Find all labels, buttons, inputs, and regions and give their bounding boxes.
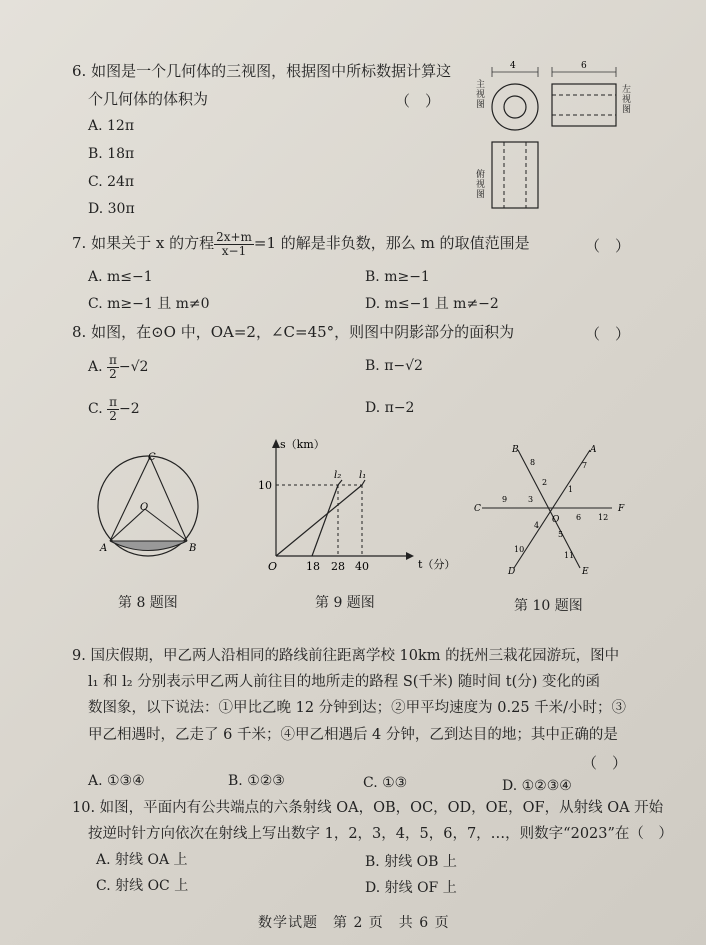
q9-x-tick-18: 18 bbox=[306, 560, 320, 573]
q8-point-c: C bbox=[148, 452, 156, 463]
q7-stem-prefix: 7. 如果关于 x 的方程 bbox=[72, 234, 215, 253]
q8-option-c-den: 2 bbox=[109, 408, 117, 423]
q9-option-b: B. ①②③ bbox=[228, 773, 285, 789]
q6-option-b: B. 18π bbox=[88, 146, 135, 162]
q8-stem: 8. 如图，在⊙O 中，OA=2，∠C=45°，则图中阴影部分的面积为 bbox=[72, 323, 515, 341]
q9-y-axis-label: s（km） bbox=[280, 438, 325, 451]
q10-stem-line1: 10. 如图，平面内有公共端点的六条射线 OA，OB，OC，OD，OE，OF，从射线 OA 开始 bbox=[72, 800, 664, 816]
q6-dim-left: 6 bbox=[581, 61, 587, 71]
q9-option-c: C. ①③ bbox=[363, 775, 408, 791]
q10-caption: 第 10 题图 bbox=[514, 598, 583, 614]
q10-num-1: 1 bbox=[568, 485, 574, 494]
q10-num-11: 11 bbox=[564, 551, 575, 560]
q9-y-tick-10: 10 bbox=[258, 479, 272, 492]
q10-ray-d: D bbox=[508, 567, 516, 577]
q7-option-c: C. m≥−1 且 m≠0 bbox=[88, 296, 210, 312]
q10-num-5: 5 bbox=[558, 530, 564, 539]
q8-option-a-num: π bbox=[109, 353, 117, 367]
q8-option-c bbox=[88, 396, 140, 422]
q9-x-axis-label: t（分） bbox=[418, 558, 456, 571]
q10-num-10: 10 bbox=[514, 545, 525, 554]
q7-option-a: A. m≤−1 bbox=[88, 269, 153, 285]
q10-option-c: C. 射线 OC 上 bbox=[96, 878, 189, 894]
q9-x-tick-28: 28 bbox=[331, 560, 345, 573]
q9-stem-line2: l₁ 和 l₂ 分别表示甲乙两人前往目的地所走的路程 S(千米) 随时间 t(分) 变化的函 bbox=[88, 674, 601, 690]
q10-num-2: 2 bbox=[542, 478, 548, 487]
q10-option-a: A. 射线 OA 上 bbox=[96, 852, 188, 868]
q8-answer-paren: （ ） bbox=[585, 325, 631, 343]
q10-num-4: 4 bbox=[534, 521, 540, 530]
q9-option-d: D. ①②③④ bbox=[502, 778, 572, 794]
q8-caption: 第 8 题图 bbox=[118, 595, 178, 611]
q7-option-b: B. m≥−1 bbox=[365, 269, 430, 285]
q6-top-view-label: 俯视图 bbox=[476, 170, 486, 200]
q8-option-c-suffix: −2 bbox=[119, 401, 140, 418]
q7-frac-num: 2x+m bbox=[216, 230, 252, 244]
q10-rays-figure bbox=[472, 440, 642, 580]
q7-stem bbox=[72, 231, 530, 257]
q8-option-a-frac bbox=[107, 354, 119, 380]
q10-ray-b: B bbox=[512, 445, 519, 455]
q6-option-c: C. 24π bbox=[88, 174, 135, 190]
q10-num-9: 9 bbox=[502, 495, 508, 504]
q8-option-a-den: 2 bbox=[109, 366, 117, 381]
q8-option-c-num: π bbox=[109, 395, 118, 409]
q10-num-7: 7 bbox=[582, 461, 588, 470]
q10-num-3: 3 bbox=[528, 495, 534, 504]
q6-stem-line2: 个几何体的体积为 bbox=[88, 90, 209, 108]
q10-ray-a: A bbox=[590, 445, 597, 455]
q6-stem-line1: 6. 如图是一个几何体的三视图，根据图中所标数据计算这 bbox=[72, 62, 452, 80]
q9-stem-line1: 9. 国庆假期，甲乙两人沿相同的路线前往距离学校 10km 的抚州三栽花园游玩，图中 bbox=[72, 648, 620, 664]
q7-option-d: D. m≤−1 且 m≠−2 bbox=[365, 296, 499, 312]
q6-answer-paren: （ ） bbox=[395, 92, 441, 110]
q9-x-tick-40: 40 bbox=[355, 560, 369, 573]
q9-stem-line3: 数图象，以下说法：①甲比乙晚 12 分钟到达；②甲平均速度为 0.25 千米/小时；③ bbox=[88, 700, 627, 716]
q6-left-view-label: 左视图 bbox=[622, 85, 632, 115]
q10-center-o: O bbox=[552, 515, 560, 525]
q6-front-view-label: 主视图 bbox=[476, 80, 486, 110]
q8-option-a bbox=[88, 354, 148, 380]
q10-ray-c: C bbox=[474, 504, 481, 514]
q10-option-d: D. 射线 OF 上 bbox=[365, 880, 457, 896]
q10-num-12: 12 bbox=[598, 513, 609, 522]
q8-point-o: O bbox=[140, 502, 149, 513]
q9-line-l1-label: l₁ bbox=[359, 470, 367, 481]
q7-answer-paren: （ ） bbox=[585, 237, 631, 255]
q9-graph-figure bbox=[256, 436, 456, 582]
q6-option-a: A. 12π bbox=[88, 118, 135, 134]
q7-fraction bbox=[214, 231, 254, 257]
page-footer: 数学试题 第 2 页 共 6 页 bbox=[258, 915, 450, 931]
q8-option-d: D. π−2 bbox=[365, 400, 415, 416]
q8-option-a-suffix: −√2 bbox=[118, 359, 149, 376]
q7-frac-den: x−1 bbox=[221, 243, 247, 258]
q10-num-8: 8 bbox=[530, 458, 536, 467]
q9-stem-line4: 甲乙相遇时，乙走了 6 千米；④甲乙相遇后 4 分钟，乙到达目的地；其中正确的是 bbox=[88, 727, 618, 743]
q8-option-c-prefix: C. bbox=[88, 401, 103, 418]
q8-option-b: B. π−√2 bbox=[365, 358, 423, 374]
q10-option-b: B. 射线 OB 上 bbox=[365, 854, 457, 870]
q10-num-6: 6 bbox=[576, 513, 582, 522]
q8-circle-figure bbox=[90, 448, 210, 568]
q7-stem-suffix: =1 的解是非负数，那么 m 的取值范围是 bbox=[253, 234, 530, 253]
q9-option-a: A. ①③④ bbox=[88, 773, 145, 789]
q6-dim-front: 4 bbox=[510, 61, 516, 71]
q10-stem-line2: 按逆时针方向依次在射线上写出数字 1，2，3，4，5，6，7，…，则数字“2023”在（ ） bbox=[88, 826, 673, 842]
q10-ray-e: E bbox=[582, 567, 589, 577]
q9-answer-paren: （ ） bbox=[582, 754, 628, 772]
q10-ray-f: F bbox=[618, 504, 625, 514]
q6-three-views-figure bbox=[470, 52, 640, 212]
q8-point-a: A bbox=[100, 543, 108, 554]
q8-option-c-frac bbox=[107, 396, 119, 422]
q9-line-l2-label: l₂ bbox=[334, 470, 342, 481]
q6-option-d: D. 30π bbox=[88, 201, 135, 217]
q8-point-b: B bbox=[189, 543, 197, 554]
q8-option-a-prefix: A. bbox=[88, 359, 103, 376]
q9-origin: O bbox=[268, 560, 278, 573]
q9-caption: 第 9 题图 bbox=[315, 595, 375, 611]
